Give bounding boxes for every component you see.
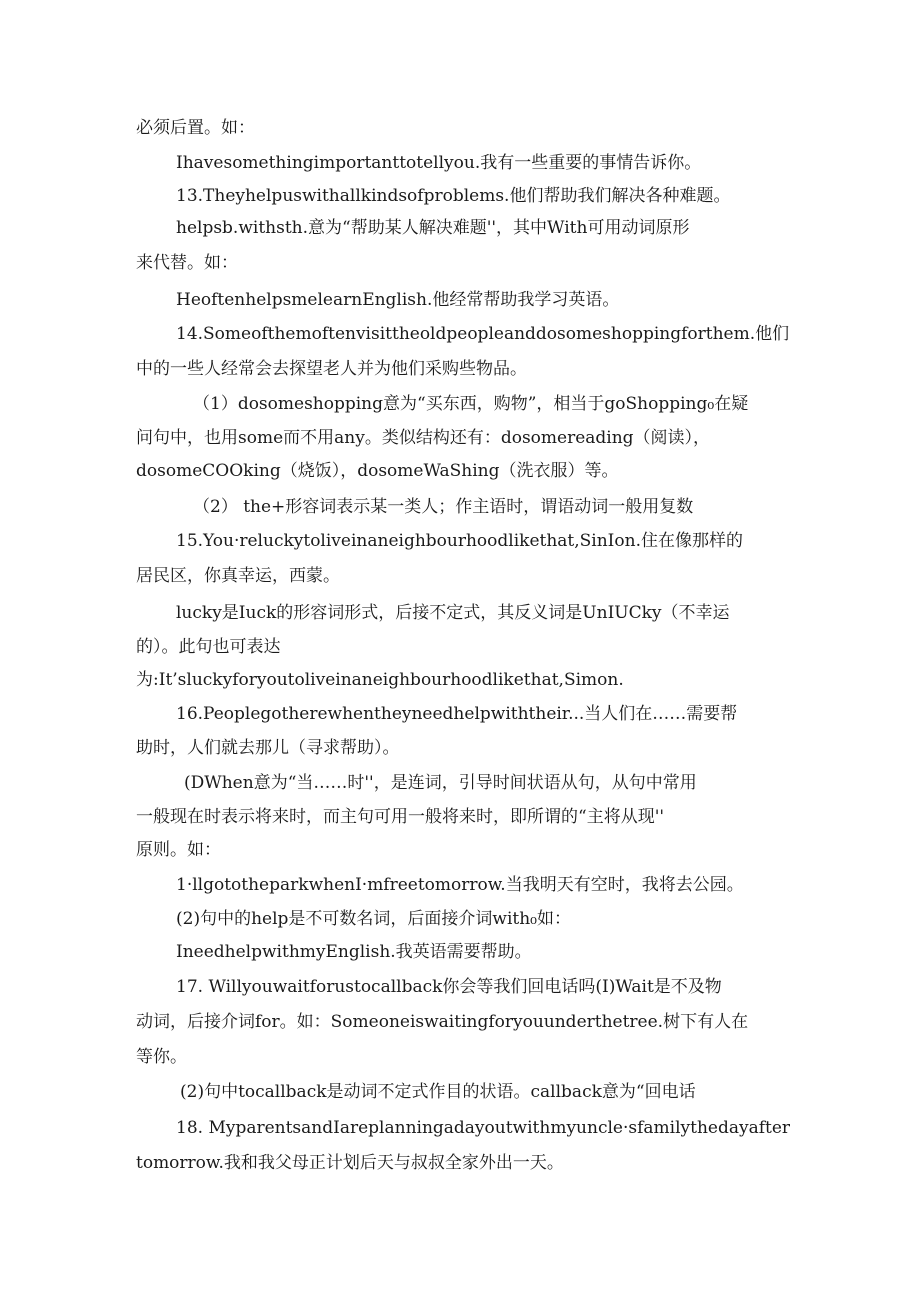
text-line: 等你。 xyxy=(136,1047,187,1067)
text-line: dosomeCOOking（烧饭），dosomeWaShing（洗衣服）等。 xyxy=(136,461,619,481)
text-line: 为:It’sluckyforyoutoliveinaneighbourhoodlikethat,Simon. xyxy=(136,670,624,690)
text-line: 一般现在时表示将来时，而主句可用一般将来时，即所谓的“主将从现'' xyxy=(136,807,665,827)
text-line: 必须后置。如： xyxy=(136,118,255,138)
text-line: （2） the+形容词表示某一类人；作主语时，谓语动词一般用复数 xyxy=(193,497,694,517)
text-line: 1·llgotothepark​whenI·mfreetomorrow.当我明天有空时，我将去公园。 xyxy=(176,875,744,895)
text-line: (2)句中tocallback是动词不定式作目的状语。callback意为“回电话 xyxy=(180,1082,696,1102)
text-line: （1）dosomeshopping意为“买东西，购物”，相当于goShopping₀在疑 xyxy=(193,394,749,414)
text-line: IneedhelpwithmyEnglish.我英语需要帮助。 xyxy=(176,942,532,962)
text-line: 13.Theyhelpuswithallkindsofproblems.他们帮助我们解决各种难题。 xyxy=(176,186,731,206)
text-line: 助时，人们就去那儿（寻求帮助）。 xyxy=(136,738,400,758)
text-line: 17. Willyouwaitforustocallback你会等我们回电话吗(I)Wait是不及物 xyxy=(176,977,722,997)
text-line: 的）。此句也可表达 xyxy=(136,637,281,657)
text-line: 中的一些人经常会去探望老人并为他们采购些物品。 xyxy=(136,359,527,379)
text-line: lucky是Iuck的形容词形式，后接不定式，其反义词是UnIUCky（不幸运 xyxy=(176,603,730,623)
text-line: 居民区，你真幸运，西蒙。 xyxy=(136,566,340,586)
text-line: 14.Someofthemoftenvisittheoldpeopleanddosomeshoppingforthem.他们 xyxy=(176,324,790,344)
text-line: 动词，后接介词for。如：Someoneiswaitingforyouunderthetree.树下有人在 xyxy=(136,1012,749,1032)
text-line: 15.You·reluckytoliveinaneighbourhoodlikethat,SinIon.住在像那样的 xyxy=(176,531,743,551)
text-line: tomorrow.我和我父母正计划后天与叔叔全家外出一天。 xyxy=(136,1153,564,1173)
text-line: helpsb.withsth.意为“帮助某人解决难题''，其中With可用动词原形 xyxy=(176,218,690,238)
text-line: 来代替。如： xyxy=(136,253,238,273)
text-line: 16.Peoplegotherewhentheyneedhelpwiththeir...当人们在……需要帮 xyxy=(176,704,738,724)
text-line: (DWhen意为“当……时''，是连词，引导时间状语从句，从句中常用 xyxy=(184,773,697,793)
text-line: 原则。如： xyxy=(136,840,221,860)
text-line: HeoftenhelpsmelearnEnglish.他经常帮助我学习英语。 xyxy=(176,290,620,310)
text-line: (2)句中的help是不可数名词，后面接介词with₀如： xyxy=(176,909,571,929)
text-line: 问句中，也用some而不用any。类似结构还有：dosomereading（阅读）， xyxy=(136,428,711,448)
text-line: Ihavesomethingimportanttotellyou.我有一些重要的事情告诉你。 xyxy=(176,153,702,173)
text-line: 18. MyparentsandIareplanningadayoutwithmyuncle·sfamilythedayafter xyxy=(176,1118,791,1138)
